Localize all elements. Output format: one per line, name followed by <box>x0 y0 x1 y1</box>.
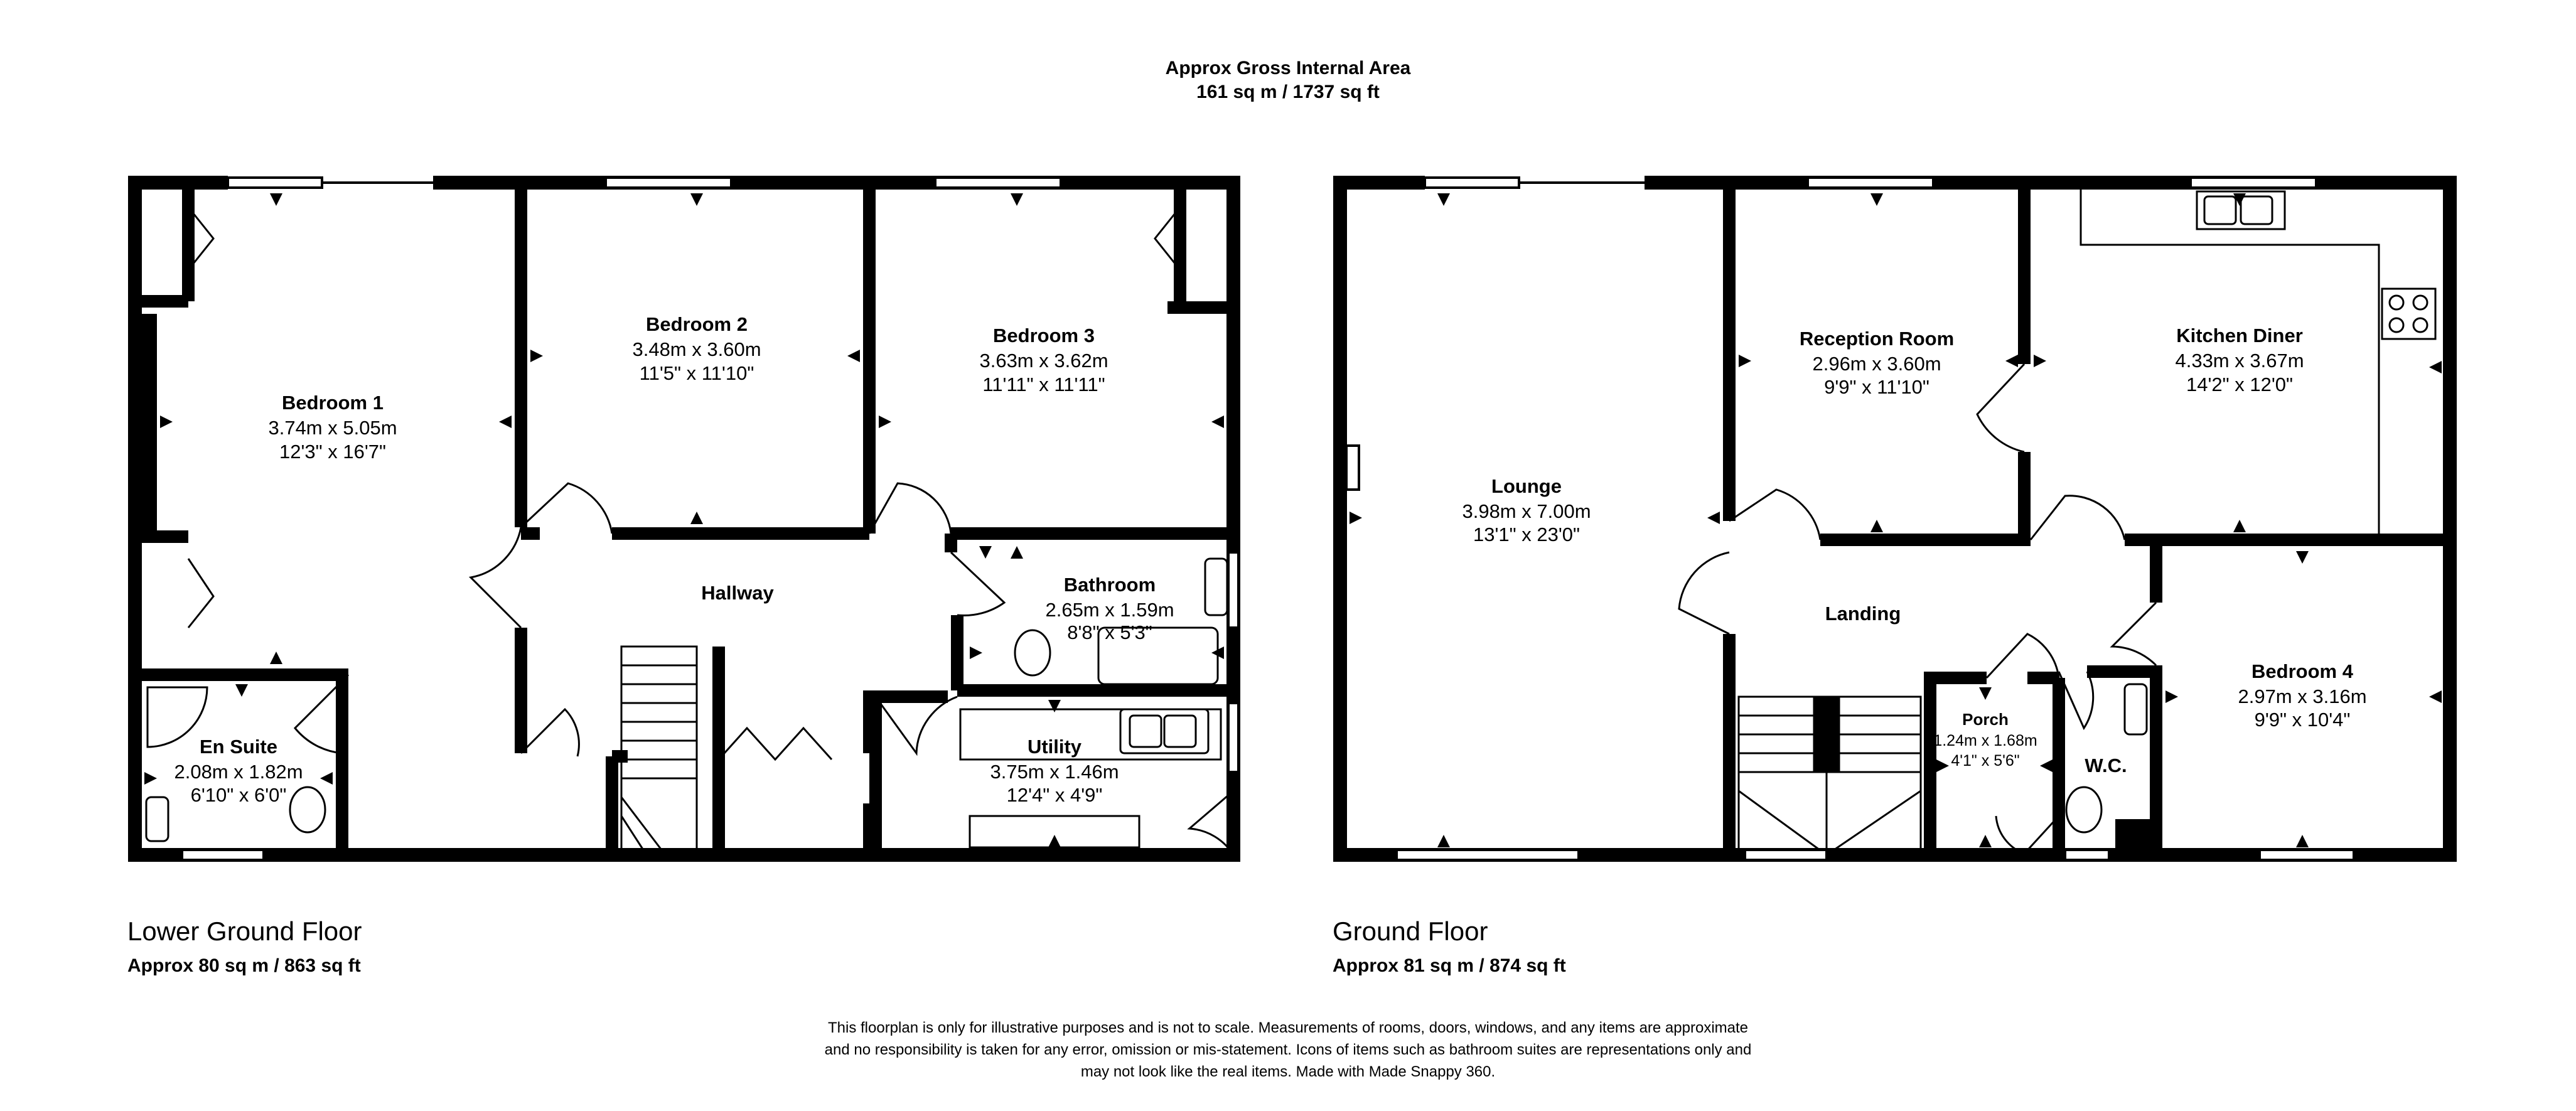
measurement-arrow-icon <box>1707 512 1720 524</box>
room-porch <box>1933 710 2037 770</box>
disclaimer-line: This floorplan is only for illustrative purposes and is not to scale. Measurements of rooms, doors, windows, and any items are approximate <box>827 1019 1749 1036</box>
room-lounge <box>1462 475 1591 545</box>
measurement-arrow-icon <box>1979 835 1992 847</box>
room-metric: 3.98m x 7.00m <box>1462 500 1591 522</box>
measurement-arrow-icon <box>1437 835 1450 847</box>
room-bedroom-1 <box>268 392 397 463</box>
room-metric: 3.48m x 3.60m <box>632 338 761 360</box>
measurement-arrow-icon <box>1870 520 1883 532</box>
measurement-arrow-icon <box>2040 759 2053 772</box>
room-name: Landing <box>1825 603 1901 625</box>
measurement-arrow-icon <box>160 416 173 428</box>
room-name: En Suite <box>199 736 278 758</box>
measurement-arrow-icon <box>1350 512 1362 524</box>
room-imperial: 11'11" x 11'11" <box>982 373 1105 395</box>
measurement-arrow-icon <box>270 193 282 206</box>
disclaimer-line: may not look like the real items. Made with Made Snappy 360. <box>1080 1063 1496 1080</box>
measurement-arrow-icon <box>690 193 703 206</box>
lower-ground-labels <box>174 313 1174 806</box>
room-metric: 4.33m x 3.67m <box>2175 350 2304 372</box>
measurement-arrow-icon <box>1211 416 1224 428</box>
measurement-arrow-icon <box>2296 835 2309 847</box>
floor-titles <box>127 916 1566 976</box>
measurement-arrow-icon <box>2034 355 2046 367</box>
room-name: Hallway <box>701 582 774 604</box>
room-bathroom <box>1045 574 1174 643</box>
room-utility <box>990 736 1119 806</box>
room-bedroom-2 <box>632 313 761 384</box>
room-name: Kitchen Diner <box>2176 325 2303 346</box>
room-metric: 2.97m x 3.16m <box>2238 685 2367 707</box>
room-imperial: 14'2" x 12'0" <box>2186 373 2294 395</box>
room-imperial: 9'9" x 11'10" <box>1824 376 1929 398</box>
measurement-arrow-icon <box>2429 361 2442 373</box>
measurement-arrow-icon <box>979 546 992 559</box>
measurement-arrow-icon <box>1979 687 1992 700</box>
fixtures <box>2066 190 2435 832</box>
measurement-arrow-icon <box>1870 193 1883 206</box>
room-metric: 3.75m x 1.46m <box>990 761 1119 783</box>
room-name: Porch <box>1962 710 2009 729</box>
stairs <box>1739 697 1921 855</box>
room-imperial: 4'1" x 5'6" <box>1951 752 2020 770</box>
room-imperial: 12'3" x 16'7" <box>279 441 387 463</box>
room-landing <box>1825 603 1901 625</box>
room-bedroom-3 <box>979 325 1108 395</box>
room-imperial: 13'1" x 23'0" <box>1473 523 1580 545</box>
measurement-arrow-icon <box>1739 355 1751 367</box>
disclaimer <box>825 1019 1752 1080</box>
room-metric: 3.74m x 5.05m <box>268 417 397 439</box>
measurement-arrow-icon <box>499 416 512 428</box>
measurement-arrow-icon <box>1011 193 1023 206</box>
room-bedroom-4 <box>2238 660 2366 731</box>
room-imperial: 6'10" x 6'0" <box>190 784 287 806</box>
stairs <box>621 647 697 855</box>
room-name: Bedroom 3 <box>993 325 1095 346</box>
measurement-markers <box>144 193 2442 847</box>
measurement-arrow-icon <box>270 652 282 664</box>
measurement-arrow-icon <box>235 684 248 697</box>
room-name: Bedroom 4 <box>2251 660 2353 682</box>
room-kitchen-diner <box>2175 325 2304 395</box>
room-metric: 2.65m x 1.59m <box>1045 599 1174 621</box>
disclaimer-line: and no responsibility is taken for any error, omission or mis-statement. Icons of items such as bathroom suites are representations only and <box>824 1041 1752 1058</box>
room-reception-room <box>1800 328 1954 398</box>
room-name: Lounge <box>1491 475 1562 497</box>
measurement-arrow-icon <box>970 647 982 659</box>
measurement-arrow-icon <box>690 512 703 524</box>
header <box>1166 58 1411 102</box>
measurement-arrow-icon <box>530 350 543 362</box>
measurement-arrow-icon <box>2429 690 2442 703</box>
room-hallway <box>701 582 774 604</box>
ground-floor-labels <box>1462 325 2366 776</box>
room-imperial: 8'8" x 5'3" <box>1067 621 1152 643</box>
header-area: 161 sq m / 1737 sq ft <box>1196 82 1380 102</box>
wall-block <box>135 314 157 537</box>
measurement-arrow-icon <box>1437 193 1450 206</box>
room-imperial: 12'4" x 4'9" <box>1006 784 1103 806</box>
room-name: Bedroom 2 <box>646 313 748 335</box>
room-imperial: 11'5" x 11'10" <box>639 362 754 384</box>
measurement-arrow-icon <box>1048 835 1061 847</box>
room-metric: 2.08m x 1.82m <box>174 761 303 783</box>
wall-block <box>2115 819 2150 855</box>
room-imperial: 9'9" x 10'4" <box>2254 709 2351 731</box>
header-title: Approx Gross Internal Area <box>1165 58 1411 78</box>
measurement-arrow-icon <box>1011 546 1023 559</box>
floor-area: Approx 80 sq m / 863 sq ft <box>127 955 361 976</box>
floor-name: Ground Floor <box>1333 916 1488 946</box>
room-wc <box>2085 754 2127 776</box>
room-name: W.C. <box>2085 754 2127 776</box>
measurement-arrow-icon <box>144 772 157 785</box>
measurement-arrow-icon <box>847 350 860 362</box>
measurement-arrow-icon <box>1048 700 1061 712</box>
measurement-arrow-icon <box>879 416 891 428</box>
room-name: Bathroom <box>1063 574 1156 596</box>
door-swings <box>1679 364 2156 854</box>
floor-area: Approx 81 sq m / 874 sq ft <box>1333 955 1566 976</box>
room-metric: 1.24m x 1.68m <box>1933 732 2037 749</box>
room-name: Reception Room <box>1799 328 1955 350</box>
measurement-arrow-icon <box>2296 551 2309 564</box>
room-name: Bedroom 1 <box>282 392 384 414</box>
measurement-arrow-icon <box>2233 520 2246 532</box>
room-metric: 2.96m x 3.60m <box>1812 353 1941 375</box>
measurement-arrow-icon <box>1936 759 1949 772</box>
floor-name: Lower Ground Floor <box>127 916 362 946</box>
room-metric: 3.63m x 3.62m <box>979 350 1108 372</box>
measurement-arrow-icon <box>2005 355 2018 367</box>
measurement-arrow-icon <box>320 772 333 785</box>
room-name: Utility <box>1027 736 1082 758</box>
room-en-suite <box>174 736 303 806</box>
measurement-arrow-icon <box>2165 690 2178 703</box>
